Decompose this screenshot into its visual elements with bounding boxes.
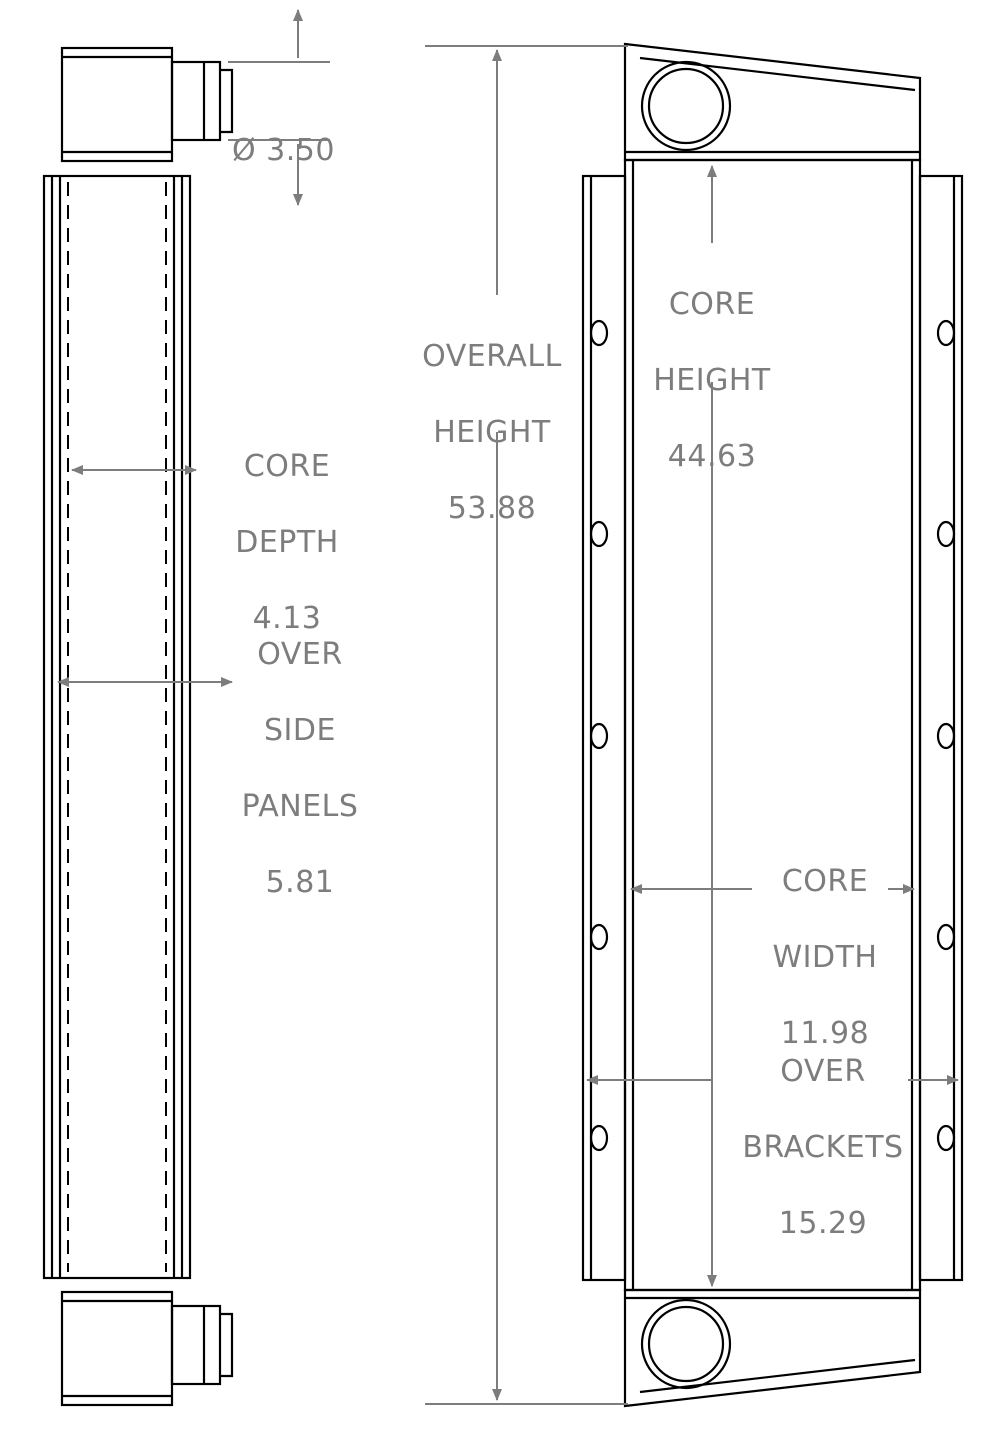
bracket-hole — [938, 522, 954, 546]
side-core-body — [44, 176, 190, 1278]
core-depth-line-1: CORE — [243, 449, 331, 484]
core-width-line-1: CORE — [781, 864, 869, 899]
front-right-bracket-holes — [938, 321, 954, 1150]
overall-height-value: 53.88 — [447, 491, 537, 526]
bracket-hole — [591, 522, 607, 546]
core-width-value: 11.98 — [780, 1016, 870, 1051]
over-side-panels-value: 5.81 — [265, 865, 335, 900]
core-height-line-2: HEIGHT — [653, 363, 771, 398]
inlet-diameter-value: Ø 3.50 — [232, 133, 335, 168]
bracket-hole — [591, 1126, 607, 1150]
over-brackets-line-2: BRACKETS — [742, 1130, 904, 1165]
bracket-hole — [591, 321, 607, 345]
dim-label-overall-height — [392, 300, 592, 566]
over-side-panels-line-1: OVER — [257, 637, 343, 672]
dim-label-over-brackets — [713, 1015, 933, 1281]
front-bottom-outlet-port-outer — [642, 1300, 730, 1388]
side-top-inlet-cap — [220, 70, 232, 132]
dim-label-inlet-diameter — [232, 94, 402, 208]
over-brackets-line-1: OVER — [780, 1054, 866, 1089]
bracket-hole — [938, 724, 954, 748]
side-bottom-outlet-neck — [172, 1306, 220, 1384]
front-left-bracket-holes — [591, 321, 607, 1150]
dim-label-core-height — [612, 248, 812, 514]
bracket-hole — [591, 724, 607, 748]
bracket-hole — [591, 925, 607, 949]
side-top-inlet-neck — [172, 62, 220, 140]
over-brackets-value: 15.29 — [778, 1206, 868, 1241]
over-side-panels-line-2: SIDE — [264, 713, 336, 748]
dim-label-over-side-panels — [200, 598, 400, 940]
bracket-hole — [938, 321, 954, 345]
core-height-value: 44.63 — [667, 439, 757, 474]
side-bottom-tank — [62, 1292, 172, 1405]
overall-height-line-1: OVERALL — [422, 339, 562, 374]
side-top-tank — [62, 48, 172, 161]
front-bottom-outlet-port-inner — [649, 1307, 723, 1381]
front-top-inlet-port-inner — [649, 69, 723, 143]
core-depth-value: 4.13 — [252, 601, 322, 636]
overall-height-line-2: HEIGHT — [433, 415, 551, 450]
bracket-hole — [938, 925, 954, 949]
side-bottom-outlet-cap — [220, 1314, 232, 1376]
core-width-line-2: WIDTH — [772, 940, 878, 975]
core-height-line-1: CORE — [668, 287, 756, 322]
over-side-panels-line-3: PANELS — [241, 789, 359, 824]
core-depth-line-2: DEPTH — [235, 525, 339, 560]
front-top-inlet-port-outer — [642, 62, 730, 150]
bracket-hole — [938, 1126, 954, 1150]
